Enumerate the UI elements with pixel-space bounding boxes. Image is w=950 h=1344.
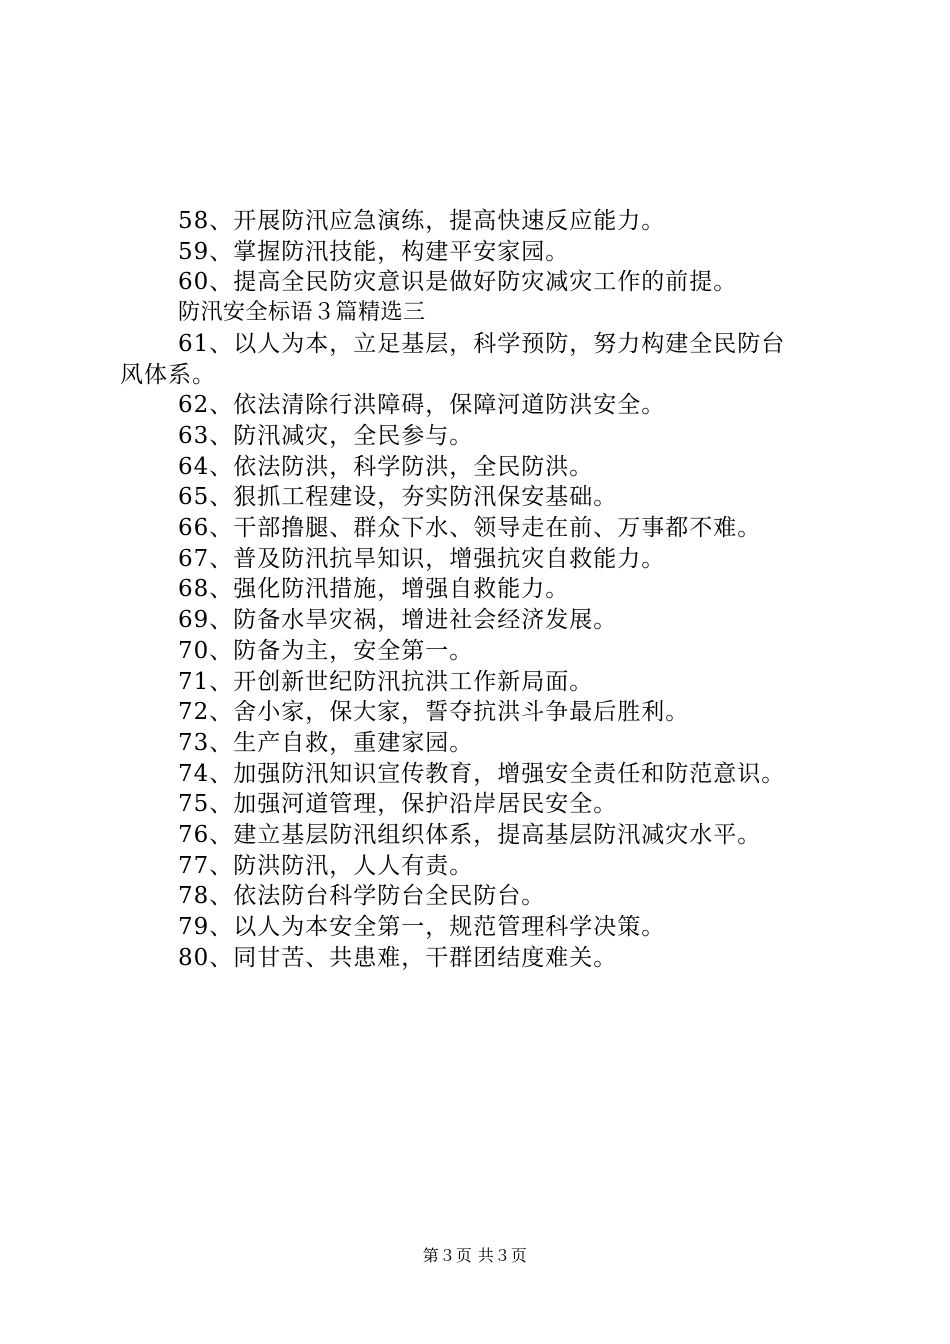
slogan-line: 76、建立基层防汛组织体系，提高基层防汛减灾水平。	[178, 822, 762, 849]
slogan-line: 65、狠抓工程建设，夯实防汛保安基础。	[178, 484, 618, 511]
slogan-line: 72、舍小家，保大家，誓夺抗洪斗争最后胜利。	[178, 699, 690, 726]
slogan-line: 70、防备为主，安全第一。	[178, 637, 474, 664]
slogan-line: 74、加强防汛知识宣传教育，增强安全责任和防范意识。	[178, 760, 786, 787]
slogan-line: 58、开展防汛应急演练，提高快速反应能力。	[178, 208, 666, 234]
slogan-line: 77、防洪防汛，人人有责。	[178, 852, 474, 879]
page-footer: 第３页 共３页	[422, 1246, 528, 1265]
slogan-line: 78、依法防台科学防台全民防台。	[178, 883, 546, 910]
slogan-line: 73、生产自救，重建家园。	[178, 729, 474, 756]
slogan-line: 69、防备水旱灾祸，增进社会经济发展。	[178, 607, 618, 634]
slogan-line: 62、依法清除行洪障碍，保障河道防洪安全。	[178, 392, 666, 419]
slogan-line: 66、干部撸腿、群众下水、领导走在前、万事都不难。	[178, 515, 762, 542]
slogan-line-wrapped-first: 61、以人为本，立足基层，科学预防，努力构建全民防台	[178, 330, 786, 357]
slogan-line-wrapped-second: 风体系。	[120, 361, 216, 388]
slogan-line: 67、普及防汛抗旱知识，增强抗灾自救能力。	[178, 545, 666, 572]
slogan-line: 71、开创新世纪防汛抗洪工作新局面。	[178, 668, 594, 695]
section-heading: 防汛安全标语３篇精选三	[178, 300, 426, 326]
slogan-line: 79、以人为本安全第一，规范管理科学决策。	[178, 914, 666, 941]
slogan-line: 63、防汛减灾，全民参与。	[178, 422, 474, 449]
slogan-line: 64、依法防洪，科学防洪，全民防洪。	[178, 453, 594, 480]
slogan-line: 68、强化防汛措施，增强自救能力。	[178, 576, 570, 603]
slogan-line: 60、提高全民防灾意识是做好防灾减灾工作的前提。	[178, 269, 738, 296]
slogan-line: 80、同甘苦、共患难，干群团结度难关。	[178, 944, 618, 971]
slogan-line: 75、加强河道管理，保护沿岸居民安全。	[178, 791, 618, 818]
slogan-line: 59、掌握防汛技能，构建平安家园。	[178, 238, 570, 265]
document-body	[120, 206, 840, 974]
